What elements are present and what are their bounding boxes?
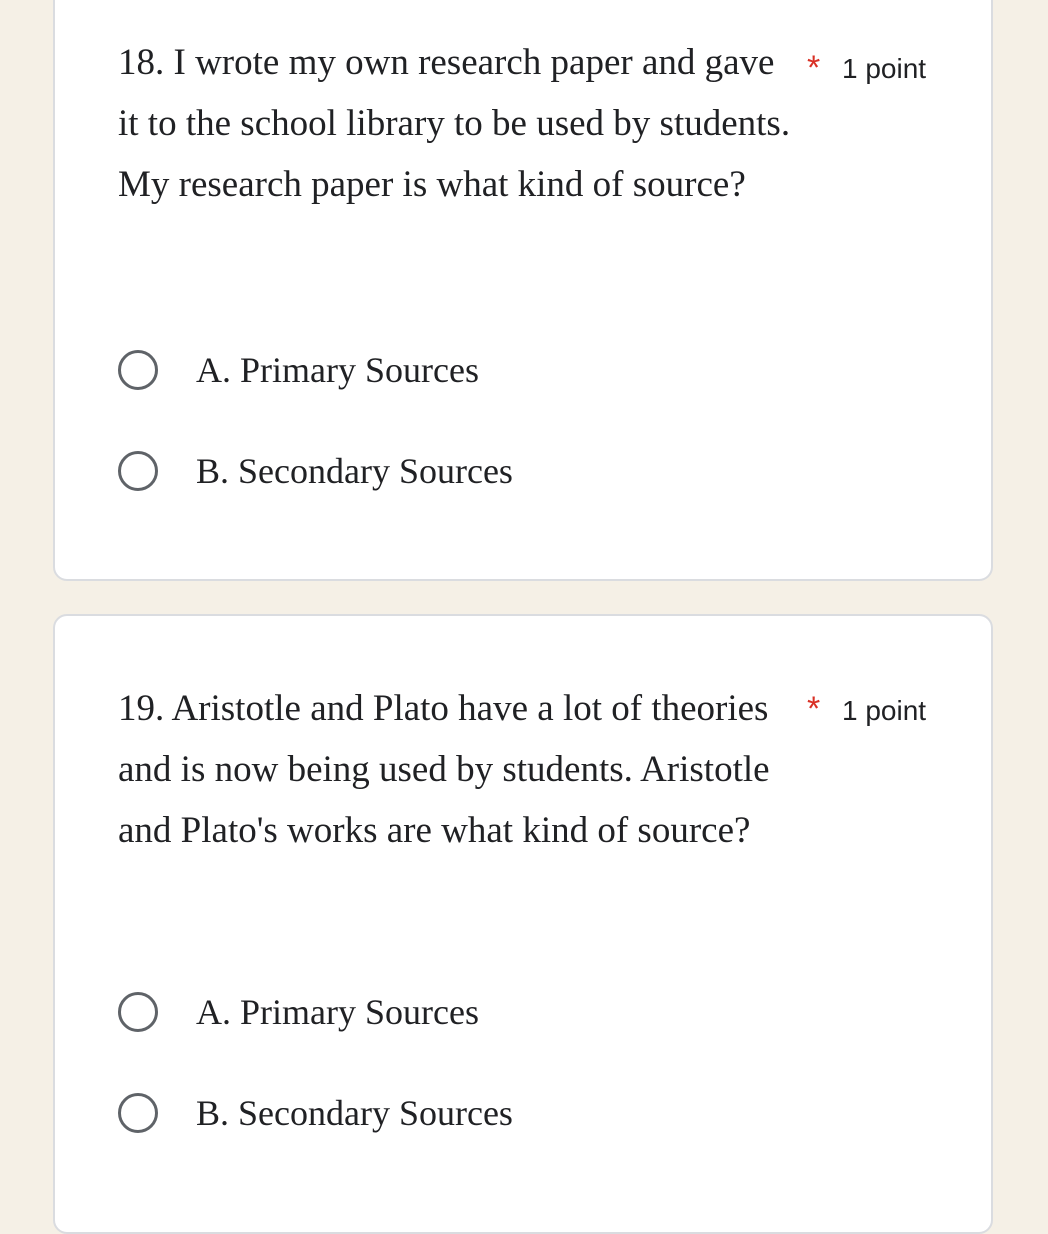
option-a-primary-sources[interactable] <box>118 987 479 1037</box>
option-label: A. Primary Sources <box>196 350 479 390</box>
radio-button[interactable] <box>118 1093 158 1133</box>
question-text: 18. I wrote my own research paper and gave it to the school library to be used by students. My research paper is what kind of source? <box>118 42 791 205</box>
radio-button[interactable] <box>118 451 158 491</box>
points-label: 1 point <box>842 53 927 84</box>
option-label: B. Secondary Sources <box>196 1093 513 1133</box>
option-a-primary-sources[interactable] <box>118 345 479 395</box>
option-b-secondary-sources[interactable] <box>118 1088 513 1138</box>
required-asterisk: * <box>807 690 821 728</box>
radio-button[interactable] <box>118 992 158 1032</box>
question-card-18 <box>53 0 993 581</box>
option-label: A. Primary Sources <box>196 992 479 1032</box>
question-text: 19. Aristotle and Plato have a lot of theories and is now being used by students. Aristotle and Plato's works are what kind of source? <box>118 688 770 851</box>
points-label: 1 point <box>842 695 927 726</box>
option-label: B. Secondary Sources <box>196 451 513 491</box>
question-card-19 <box>53 614 993 1234</box>
required-asterisk: * <box>807 49 821 87</box>
radio-button[interactable] <box>118 350 158 390</box>
option-b-secondary-sources[interactable] <box>118 446 513 496</box>
